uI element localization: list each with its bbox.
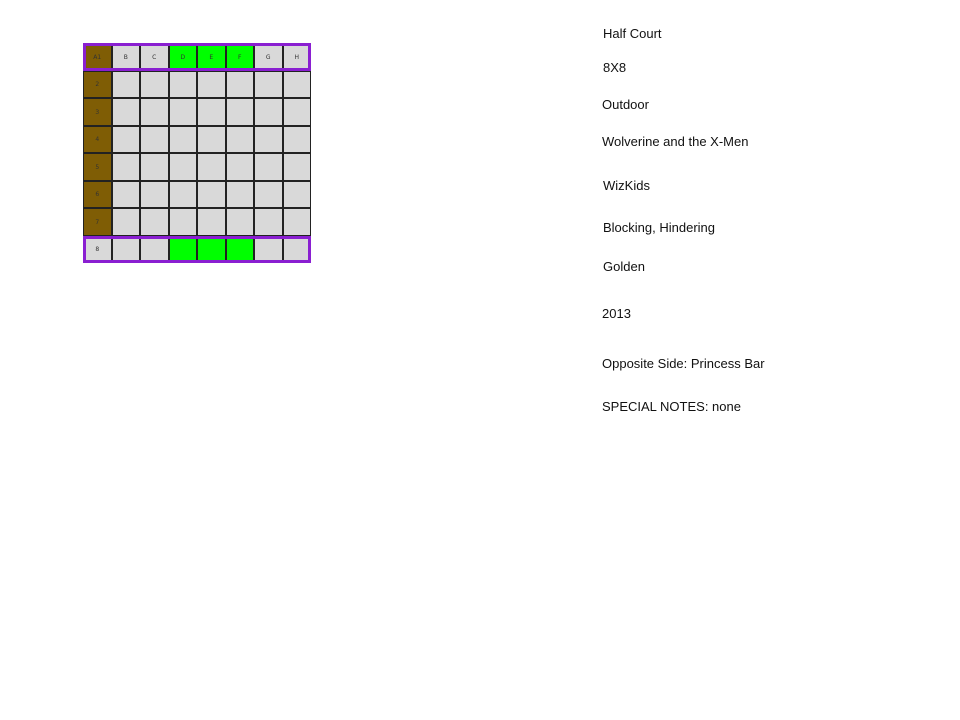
column-label: A1 bbox=[93, 53, 102, 61]
map-square-a5 bbox=[83, 153, 112, 181]
column-label: G bbox=[265, 53, 271, 61]
map-square-g2 bbox=[254, 71, 283, 99]
map-square-b2 bbox=[112, 71, 141, 99]
row-label: 4 bbox=[95, 136, 100, 144]
map-square-e5 bbox=[197, 153, 226, 181]
map-square-g8 bbox=[254, 236, 283, 264]
map-square-d7 bbox=[169, 208, 198, 236]
row-label: 6 bbox=[95, 191, 100, 199]
map-square-h8 bbox=[283, 236, 312, 264]
map-square-f4 bbox=[226, 126, 255, 154]
column-label: F bbox=[238, 53, 242, 61]
map-square-d2 bbox=[169, 71, 198, 99]
map-square-c6 bbox=[140, 181, 169, 209]
column-label: C bbox=[152, 53, 157, 61]
row-label: 5 bbox=[95, 163, 100, 171]
map-square-b6 bbox=[112, 181, 141, 209]
map-square-g6 bbox=[254, 181, 283, 209]
column-label: H bbox=[294, 53, 299, 61]
map-square-c1 bbox=[140, 43, 169, 71]
rarity-text: Golden bbox=[603, 259, 645, 274]
column-label: D bbox=[180, 53, 186, 61]
map-size-text: 8X8 bbox=[603, 60, 627, 75]
map-square-h7 bbox=[283, 208, 312, 236]
map-square-d3 bbox=[169, 98, 198, 126]
map-square-b5 bbox=[112, 153, 141, 181]
map-square-a8 bbox=[83, 236, 112, 264]
publisher-text: WizKids bbox=[603, 178, 650, 193]
year-text: 2013 bbox=[602, 306, 631, 321]
map-board bbox=[83, 43, 311, 263]
map-square-h5 bbox=[283, 153, 312, 181]
map-square-f1 bbox=[226, 43, 255, 71]
map-square-f2 bbox=[226, 71, 255, 99]
map-square-b7 bbox=[112, 208, 141, 236]
map-square-f5 bbox=[226, 153, 255, 181]
terrain-text: Blocking, Hindering bbox=[603, 220, 716, 235]
map-square-d8 bbox=[169, 236, 198, 264]
row-label: 8 bbox=[95, 246, 100, 254]
map-square-d4 bbox=[169, 126, 198, 154]
map-square-b4 bbox=[112, 126, 141, 154]
map-square-e3 bbox=[197, 98, 226, 126]
row-label: 2 bbox=[95, 81, 100, 89]
map-square-c3 bbox=[140, 98, 169, 126]
map-square-f8 bbox=[226, 236, 255, 264]
map-square-a3 bbox=[83, 98, 112, 126]
column-label: B bbox=[123, 53, 128, 61]
map-square-c7 bbox=[140, 208, 169, 236]
map-square-h1 bbox=[283, 43, 312, 71]
map-square-f7 bbox=[226, 208, 255, 236]
column-label: E bbox=[209, 53, 214, 61]
map-square-e1 bbox=[197, 43, 226, 71]
map-square-h2 bbox=[283, 71, 312, 99]
map-square-a1 bbox=[83, 43, 112, 71]
map-square-e2 bbox=[197, 71, 226, 99]
map-square-d6 bbox=[169, 181, 198, 209]
map-square-e8 bbox=[197, 236, 226, 264]
map-square-b1 bbox=[112, 43, 141, 71]
map-square-g5 bbox=[254, 153, 283, 181]
map-square-h3 bbox=[283, 98, 312, 126]
map-square-d5 bbox=[169, 153, 198, 181]
map-square-b3 bbox=[112, 98, 141, 126]
map-square-a4 bbox=[83, 126, 112, 154]
map-square-h6 bbox=[283, 181, 312, 209]
court-type-text: Half Court bbox=[603, 26, 662, 41]
map-square-e7 bbox=[197, 208, 226, 236]
setting-text: Outdoor bbox=[602, 97, 649, 112]
row-label: 7 bbox=[95, 218, 100, 226]
map-square-f3 bbox=[226, 98, 255, 126]
map-square-e4 bbox=[197, 126, 226, 154]
map-square-a2 bbox=[83, 71, 112, 99]
row-label: 3 bbox=[95, 108, 100, 116]
map-square-g4 bbox=[254, 126, 283, 154]
map-square-b8 bbox=[112, 236, 141, 264]
map-square-c4 bbox=[140, 126, 169, 154]
map-square-a6 bbox=[83, 181, 112, 209]
opposite-side-text: Opposite Side: Princess Bar bbox=[602, 356, 765, 371]
map-square-d1 bbox=[169, 43, 198, 71]
map-square-c2 bbox=[140, 71, 169, 99]
map-square-g7 bbox=[254, 208, 283, 236]
map-square-c5 bbox=[140, 153, 169, 181]
map-square-g3 bbox=[254, 98, 283, 126]
special-notes-text: SPECIAL NOTES: none bbox=[602, 399, 741, 414]
map-square-a7 bbox=[83, 208, 112, 236]
map-square-g1 bbox=[254, 43, 283, 71]
map-square-f6 bbox=[226, 181, 255, 209]
set-name-text: Wolverine and the X-Men bbox=[602, 134, 749, 149]
map-square-c8 bbox=[140, 236, 169, 264]
map-square-h4 bbox=[283, 126, 312, 154]
map-square-e6 bbox=[197, 181, 226, 209]
